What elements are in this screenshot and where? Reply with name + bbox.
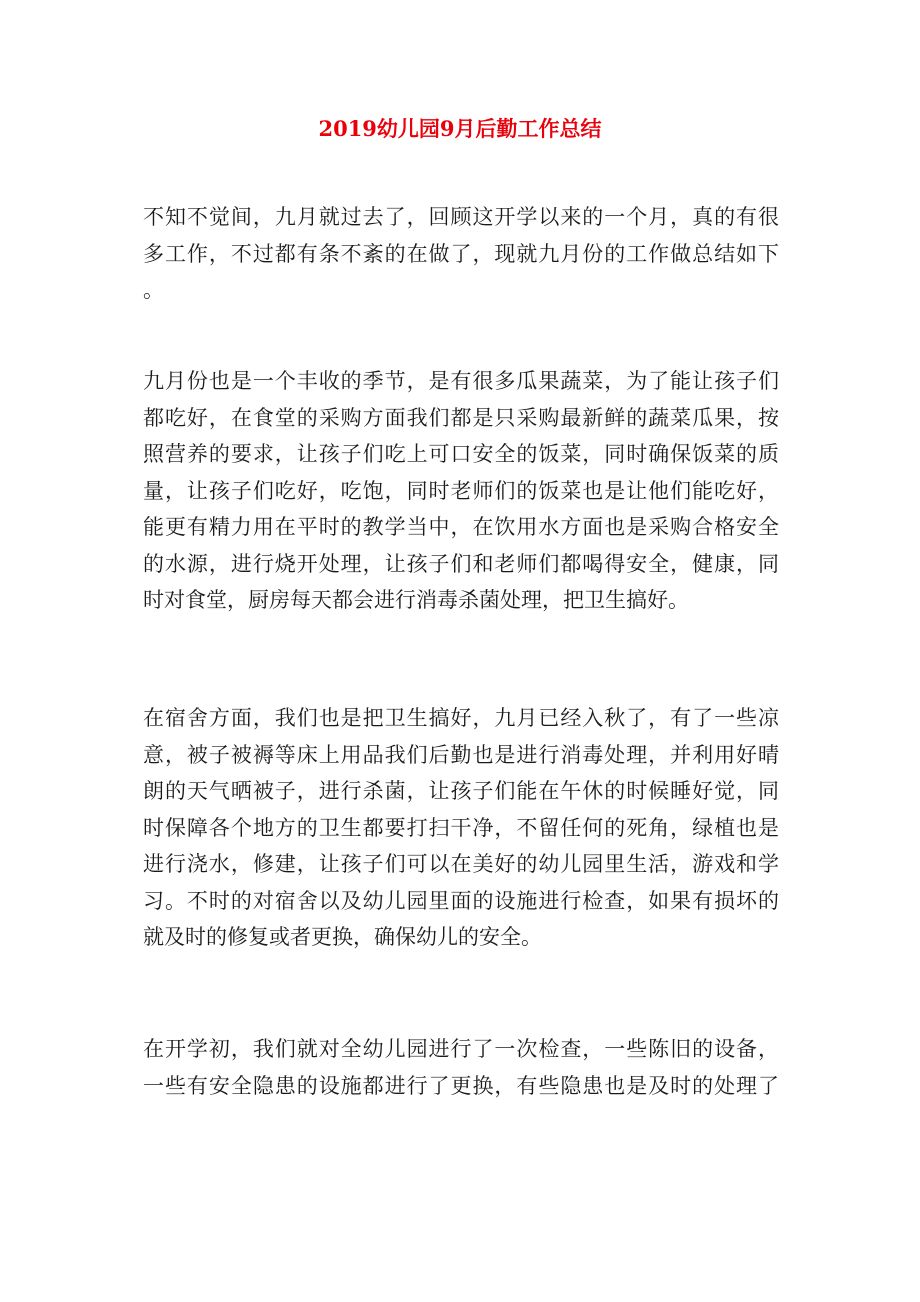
- paragraph-2: [143, 363, 779, 619]
- text-line: 一些有安全隐患的设施都进行了更换，有些隐患也是及时的处理了: [143, 1073, 779, 1098]
- text-line: 进行浇水，修建，让孩子们可以在美好的幼儿园里生活，游戏和学: [143, 852, 779, 876]
- text-line: 在开学初，我们就对全幼儿园进行了一次检查，一些陈旧的设备，: [143, 1037, 779, 1061]
- text-line: 能更有精力用在平时的教学当中，在饮用水方面也是采购合格安全: [143, 515, 779, 539]
- text-line: 时对食堂，厨房每天都会进行消毒杀菌处理，把卫生搞好。: [143, 588, 689, 612]
- text-line: 朗的天气晒被子，进行杀菌，让孩子们能在午休的时候睡好觉，同: [143, 779, 779, 803]
- text-line: 九月份也是一个丰收的季节，是有很多瓜果蔬菜，为了能让孩子们: [143, 369, 779, 393]
- paragraph-3: [143, 700, 779, 956]
- text-line: 时保障各个地方的卫生都要打扫干净，不留任何的死角，绿植也是: [143, 815, 779, 840]
- text-line: 不知不觉间，九月就过去了，回顾这开学以来的一个月，真的有很: [143, 205, 779, 229]
- text-line: 。: [143, 278, 164, 302]
- text-line: 习。不时的对宿舍以及幼儿园里面的设施进行检查，如果有损坏的: [143, 888, 779, 913]
- text-line: 都吃好，在食堂的采购方面我们都是只采购最新鲜的蔬菜瓜果，按: [143, 405, 779, 430]
- text-line: 在宿舍方面，我们也是把卫生搞好，九月已经入秋了，有了一些凉: [143, 706, 779, 730]
- text-line: 意，被子被褥等床上用品我们后勤也是进行消毒处理，并利用好晴: [143, 742, 779, 767]
- paragraph-4: [143, 1031, 779, 1104]
- text-line: 的水源，进行烧开处理，让孩子们和老师们都喝得安全，健康，同: [143, 551, 779, 576]
- text-line: 照营养的要求，让孩子们吃上可口安全的饭菜，同时确保饭菜的质: [143, 442, 779, 466]
- paragraph-1: [143, 199, 779, 309]
- text-line: 多工作，不过都有条不紊的在做了，现就九月份的工作做总结如下: [143, 241, 779, 266]
- text-line: 量，让孩子们吃好，吃饱，同时老师们的饭菜也是让他们能吃好，: [143, 478, 779, 503]
- text-line: 就及时的修复或者更换，确保幼儿的安全。: [143, 925, 542, 949]
- document-title: 2019幼儿园9月后勤工作总结: [318, 116, 602, 141]
